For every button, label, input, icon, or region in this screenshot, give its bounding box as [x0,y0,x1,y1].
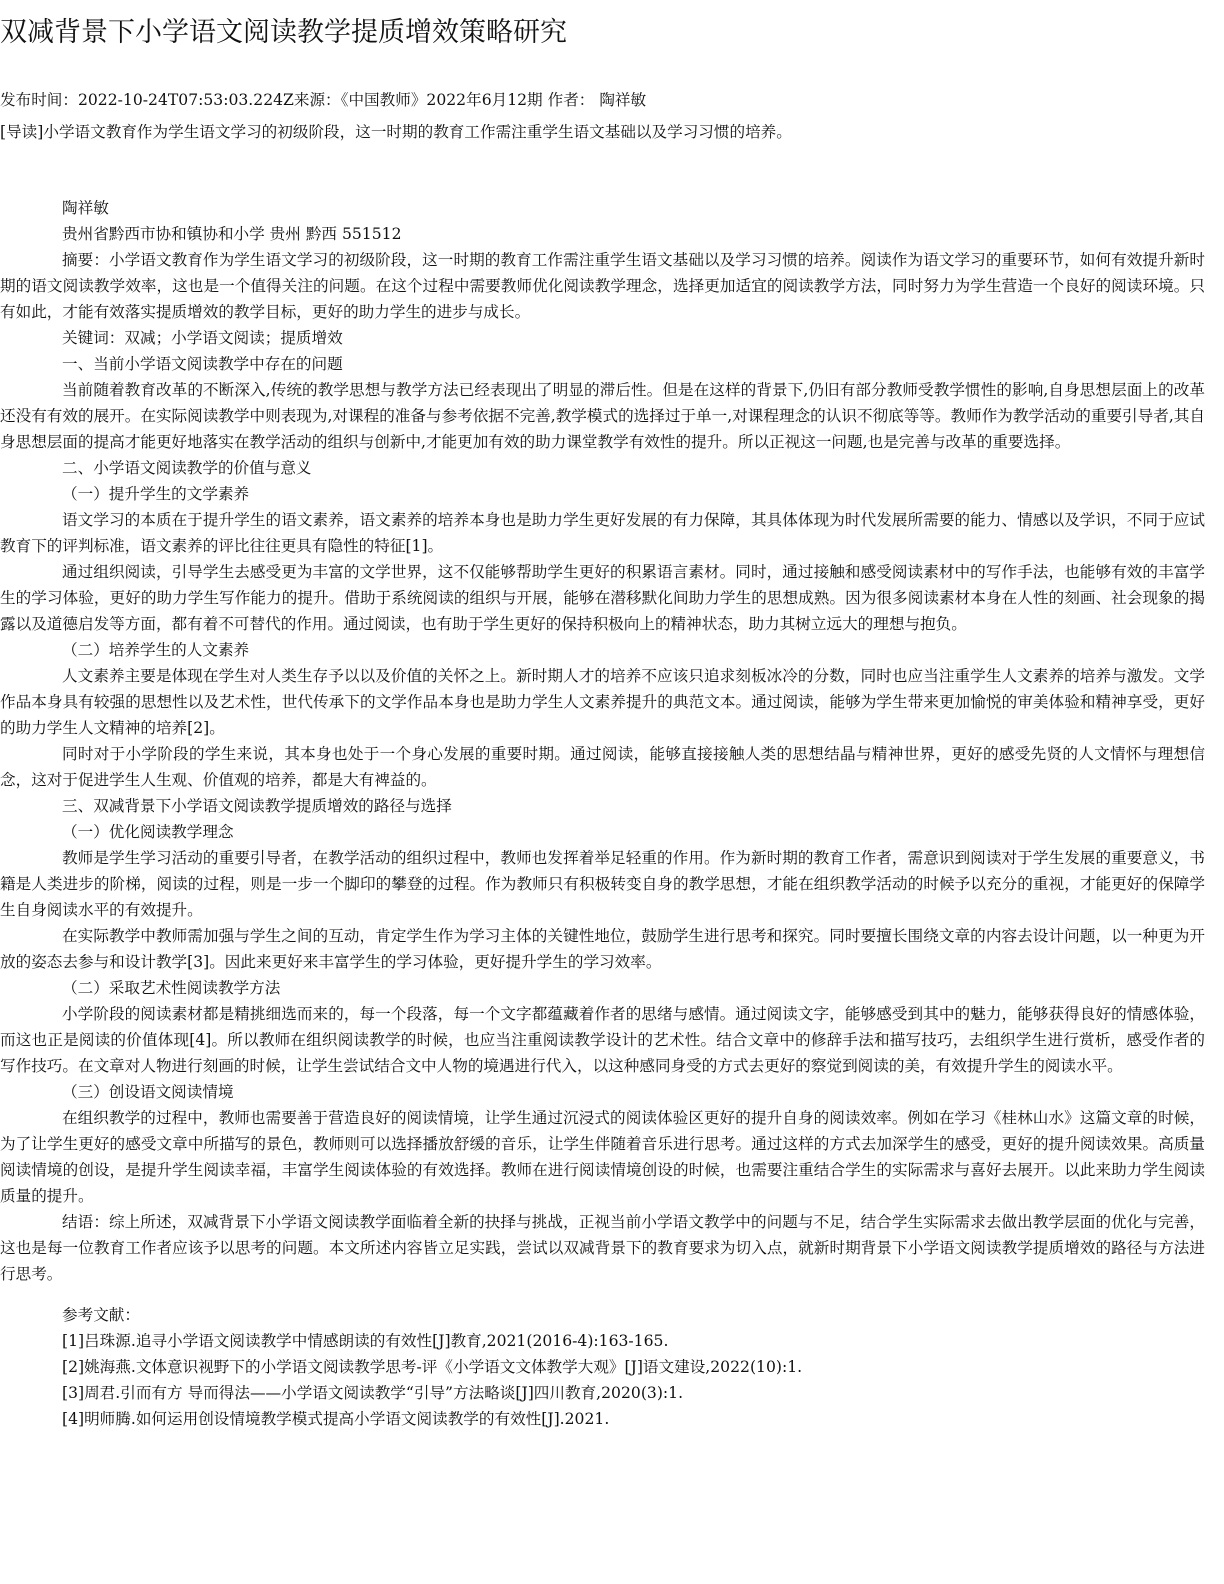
article-intro: [导读]小学语文教育作为学生语文学习的初级阶段，这一时期的教育工作需注重学生语文基础以及学习习惯的培养。 [0,123,792,141]
conclusion-paragraph: 结语：综上所述，双减背景下小学语文阅读教学面临着全新的抉择与挑战，正视当前小学语文教学中的问题与不足，结合学生实际需求去做出教学层面的优化与完善，这也是每一位教育工作者应该予以思考的问题。本文所述内容皆立足实践，尝试以双减背景下的教育要求为切入点，就新时期背景下小学语文阅读教学提质增效的路径与方法进行思考。 [0,1213,1205,1283]
reference-item: [1]吕珠源.追寻小学语文阅读教学中情感朗读的有效性[J]教育,2021(2016-4):163-165. [62,1332,669,1350]
subsection-heading: （二）采取艺术性阅读教学方法 [62,979,281,997]
body-paragraph: 同时对于小学阶段的学生来说，其本身也处于一个身心发展的重要时期。通过阅读，能够直接接触人类的思想结晶与精神世界，更好的感受先贤的人文情怀与理想信念，这对于促进学生人生观、价值观的培养，都是大有裨益的。 [0,745,1205,789]
body-paragraph: 通过组织阅读，引导学生去感受更为丰富的文学世界，这不仅能够帮助学生更好的积累语言素材。同时，通过接触和感受阅读素材中的写作手法，也能够有效的丰富学生的学习体验，更好的助力学生写作能力的提升。借助于系统阅读的组织与开展，能够在潜移默化间助力学生的思想成熟。因为很多阅读素材本身在人性的刻画、社会现象的揭露以及道德启发等方面，都有着不可替代的作用。通过阅读，也有助于学生更好的保持积极向上的精神状态，助力其树立远大的理想与抱负。 [0,563,1205,633]
reference-item: [4]明师腾.如何运用创设情境教学模式提高小学语文阅读教学的有效性[J].2021. [62,1410,610,1428]
article-title: 双减背景下小学语文阅读教学提质增效策略研究 [0,17,567,48]
body-paragraph: 教师是学生学习活动的重要引导者，在教学活动的组织过程中，教师也发挥着举足轻重的作用。作为新时期的教育工作者，需意识到阅读对于学生发展的重要意义，书籍是人类进步的阶梯，阅读的过程，则是一步一个脚印的攀登的过程。作为教师只有积极转变自身的教学思想，才能在组织教学活动的时候予以充分的重视，才能更好的保障学生自身阅读水平的有效提升。 [0,849,1205,919]
subsection-heading: （一）优化阅读教学理念 [62,823,234,841]
keywords-line: 关键词：双减；小学语文阅读；提质增效 [62,329,343,347]
body-paragraph: 小学阶段的阅读素材都是精挑细选而来的，每一个段落，每一个文字都蕴藏着作者的思绪与感情。通过阅读文字，能够感受到其中的魅力，能够获得良好的情感体验，而这也正是阅读的价值体现[4]。所以教师在组织阅读教学的时候，也应当注重阅读教学设计的艺术性。结合文章中的修辞手法和描写技巧，去组织学生进行赏析，感受作者的写作技巧。在文章对人物进行刻画的时候，让学生尝试结合文中人物的境遇进行代入，以这种感同身受的方式去更好的察觉到阅读的美，有效提升学生的阅读水平。 [0,1005,1205,1075]
author-affiliation: 贵州省黔西市协和镇协和小学 贵州 黔西 551512 [62,225,402,243]
body-paragraph: 语文学习的本质在于提升学生的语文素养，语文素养的培养本身也是助力学生更好发展的有力保障，其具体体现为时代发展所需要的能力、情感以及学识，不同于应试教育下的评判标准，语文素养的评比往往更具有隐性的特征[1]。 [0,511,1205,555]
section-heading-1: 一、当前小学语文阅读教学中存在的问题 [62,355,343,373]
section-heading-3: 三、双减背景下小学语文阅读教学提质增效的路径与选择 [62,797,452,815]
abstract-paragraph: 摘要：小学语文教育作为学生语文学习的初级阶段，这一时期的教育工作需注重学生语文基础以及学习习惯的培养。阅读作为语文学习的重要环节，如何有效提升新时期的语文阅读教学效率，这也是一个值得关注的问题。在这个过程中需要教师优化阅读教学理念，选择更加适宜的阅读教学方法，同时努力为学生营造一个良好的阅读环境。只有如此，才能有效落实提质增效的教学目标，更好的助力学生的进步与成长。 [0,251,1205,321]
reference-item: [2]姚海燕.文体意识视野下的小学语文阅读教学思考-评《小学语文文体教学大观》[J]语文建设,2022(10):1. [62,1358,803,1376]
subsection-heading: （二）培养学生的人文素养 [62,641,250,659]
article-body [0,195,1205,1432]
publish-meta-line: 发布时间：2022-10-24T07:53:03.224Z来源：《中国教师》2022年6月12期 作者： 陶祥敏 [0,91,647,109]
body-paragraph: 人文素养主要是体现在学生对人类生存予以以及价值的关怀之上。新时期人才的培养不应该只追求刻板冰冷的分数，同时也应当注重学生人文素养的培养与激发。文学作品本身具有较强的思想性以及艺术性，世代传承下的文学作品本身也是助力学生人文素养提升的典范文本。通过阅读，能够为学生带来更加愉悦的审美体验和精神享受，更好的助力学生人文精神的培养[2]。 [0,667,1205,737]
subsection-heading: （三）创设语文阅读情境 [62,1083,234,1101]
references-heading: 参考文献： [62,1306,140,1324]
spacer [0,1287,1205,1302]
reference-item: [3]周君.引而有方 导而得法——小学语文阅读教学“引导”方法略谈[J]四川教育,2020(3):1. [62,1384,684,1402]
subsection-heading: （一）提升学生的文学素养 [62,485,250,503]
author-name: 陶祥敏 [62,199,109,217]
body-paragraph: 在组织教学的过程中，教师也需要善于营造良好的阅读情境，让学生通过沉浸式的阅读体验区更好的提升自身的阅读效率。例如在学习《桂林山水》这篇文章的时候，为了让学生更好的感受文章中所描写的景色，教师则可以选择播放舒缓的音乐，让学生伴随着音乐进行思考。通过这样的方式去加深学生的感受，更好的提升阅读效果。高质量阅读情境的创设，是提升学生阅读幸福，丰富学生阅读体验的有效选择。教师在进行阅读情境创设的时候，也需要注重结合学生的实际需求与喜好去展开。以此来助力学生阅读质量的提升。 [0,1109,1205,1205]
body-paragraph: 当前随着教育改革的不断深入,传统的教学思想与教学方法已经表现出了明显的滞后性。但是在这样的背景下,仍旧有部分教师受教学惯性的影响,自身思想层面上的改革还没有有效的展开。在实际阅读教学中则表现为,对课程的准备与参考依据不完善,教学模式的选择过于单一,对课程理念的认识不彻底等等。教师作为教学活动的重要引导者,其自身思想层面的提高才能更好地落实在教学活动的组织与创新中,才能更加有效的助力课堂教学有效性的提升。所以正视这一问题,也是完善与改革的重要选择。 [0,381,1205,451]
section-heading-2: 二、小学语文阅读教学的价值与意义 [62,459,312,477]
body-paragraph: 在实际教学中教师需加强与学生之间的互动，肯定学生作为学习主体的关键性地位，鼓励学生进行思考和探究。同时要擅长围绕文章的内容去设计问题，以一种更为开放的姿态去参与和设计教学[3]。因此来更好来丰富学生的学习体验，更好提升学生的学习效率。 [0,927,1205,971]
